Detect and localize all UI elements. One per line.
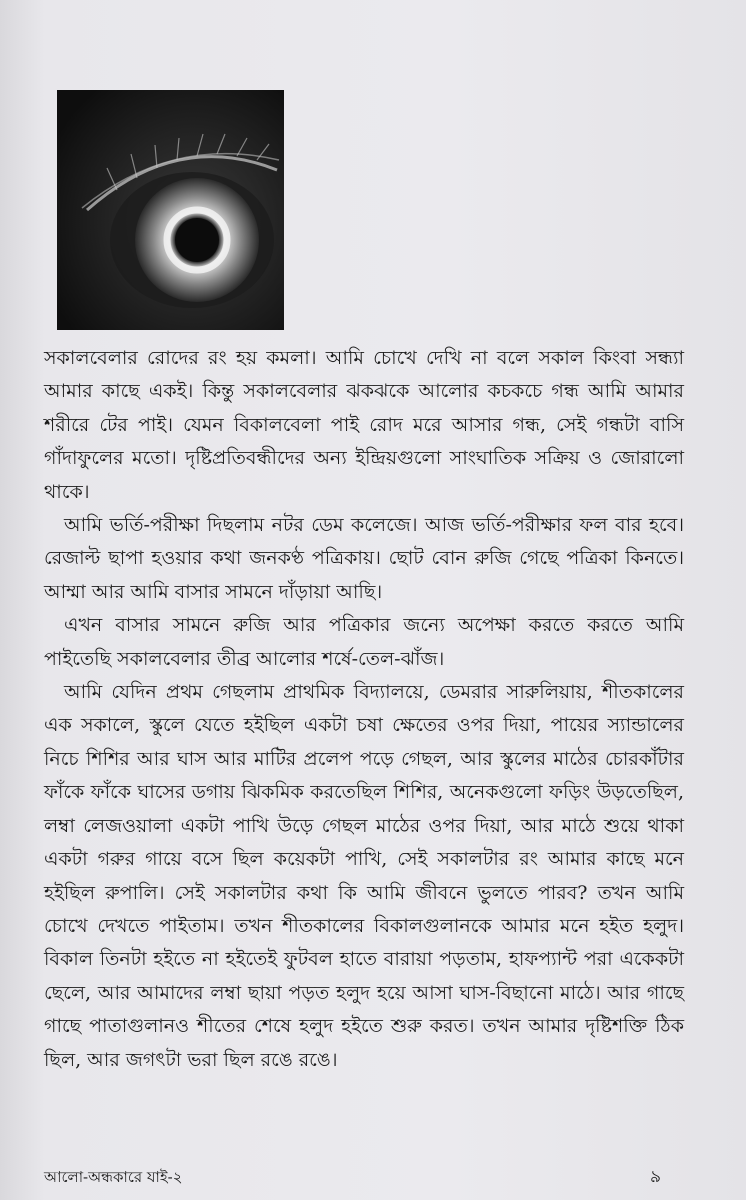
- paragraph: আমি ভর্তি-পরীক্ষা দিছলাম নটর ডেম কলেজে। আজ ভর্তি-পরীক্ষার ফল বার হবে। রেজাল্ট ছাপা হওয়ার কথা জনকণ্ঠ পত্রিকায়। ছোট বোন রুজি গেছে পত্রিকা কিনতে। আম্মা আর আমি বাসার সামনে দাঁড়ায়া আছি।: [44, 514, 684, 603]
- paragraph: আমি যেদিন প্রথম গেছলাম প্রাথমিক বিদ্যালয়ে, ডেমরার সারুলিয়ায়, শীতকালের এক সকালে, স্কুলে যেতে হইছিল একটা চষা ক্ষেতের ওপর দিয়া, পায়ের স্যান্ডালের নিচে শিশির আর ঘাস আর মাটির প্রলেপ পড়ে গেছল, আর স্কুলের মাঠের চোরকাঁটার ফাঁকে ফাঁকে ঘাসের ডগায় ঝিকমিক করতেছিল শিশির, অনেকগুলো ফড়িং উড়তেছিল, লম্বা লেজওয়ালা একটা পাখি উড়ে গেছল মাঠের ওপর দিয়া, আর মাঠে শুয়ে থাকা একটা গরুর গায়ে বসে ছিল কয়েকটা পাখি, সেই সকালটার রং আমার কাছে মনে হইছিল রুপালি। সেই সকালটার কথা কি আমি জীবনে ভুলতে পারব? তখন আমি চোখে দেখতে পাইতাম। তখন শীতকালের বিকালগুলানকে আমার মনে হইত হলুদ। বিকাল তিনটা হইতে না হইতেই ফুটবল হাতে বারায়া পড়তাম, হাফপ্যান্ট পরা একেকটা ছেলে, আর আমাদের লম্বা ছায়া পড়ত হলুদ হয়ে আসা ঘাস-বিছানো মাঠে। আর গাছে গাছে পাতাগুলানও শীতের শেষে হলুদ হইতে শুরু করত। তখন আমার দৃষ্টিশক্তি ঠিক ছিল, আর জগৎটা ভরা ছিল রঙে রঙে।: [44, 681, 684, 1071]
- eye-icon: [57, 90, 284, 330]
- page-number: ৯: [650, 1167, 662, 1187]
- paragraph: সকালবেলার রোদের রং হয় কমলা। আমি চোখে দেখি না বলে সকাল কিংবা সন্ধ্যা আমার কাছে একই। কিন্তু সকালবেলার ঝকঝকে আলোর কচকচে গন্ধ আমি আমার শরীরে টের পাই। যেমন বিকালবেলা পাই রোদ মরে আসার গন্ধ, সেই গন্ধটা বাসি গাঁদাফুলের মতো। দৃষ্টিপ্রতিবন্ধীদের অন্য ইন্দ্রিয়গুলো সাংঘাতিক সক্রিয় ও জোরালো থাকে।: [44, 347, 684, 503]
- body-text: [44, 342, 684, 1077]
- paragraph: এখন বাসার সামনে রুজি আর পত্রিকার জন্যে অপেক্ষা করতে করতে আমি পাইতেছি সকালবেলার তীব্র আলোর শর্ষে-তেল-ঝাঁজ।: [44, 614, 684, 670]
- running-footer-title: আলো-অন্ধকারে যাই-২: [44, 1168, 183, 1186]
- eye-photo: [57, 90, 284, 330]
